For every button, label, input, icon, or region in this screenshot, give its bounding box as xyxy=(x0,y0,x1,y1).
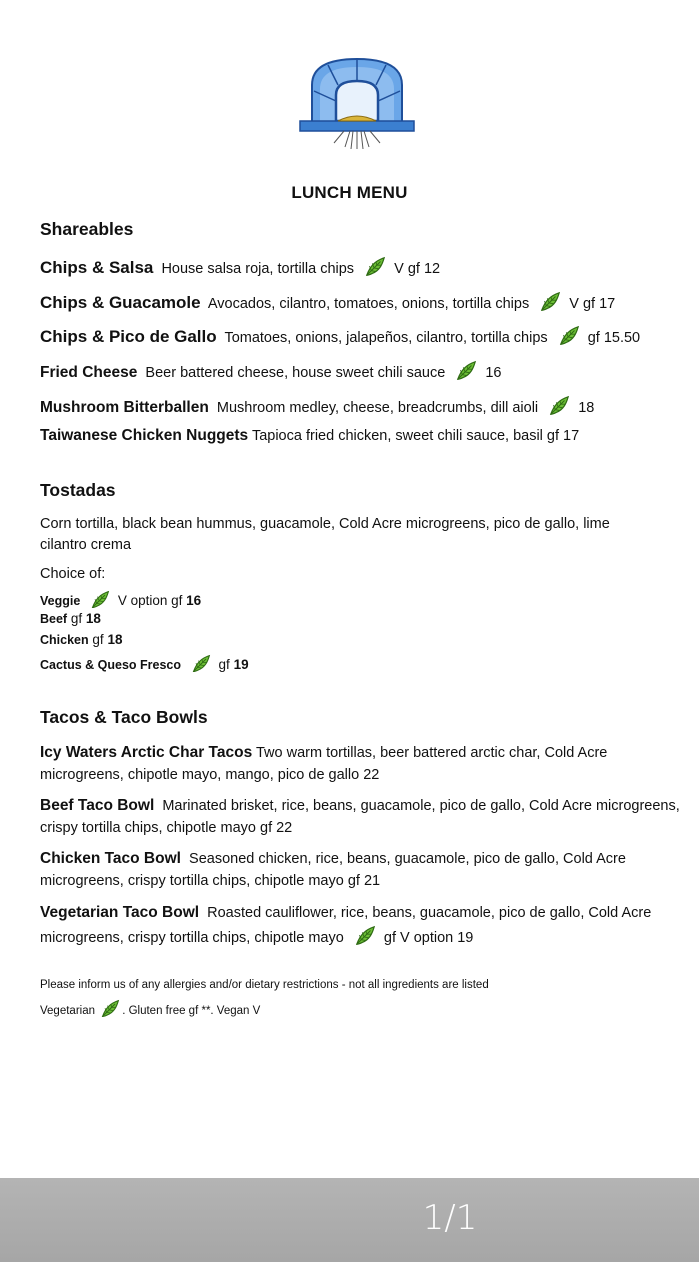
section-heading-shareables: Shareables xyxy=(40,219,134,239)
choice-price: 16 xyxy=(186,593,202,608)
section-heading-tostadas: Tostadas xyxy=(40,480,116,500)
item-description: Tapioca fried chicken, sweet chili sauce, basil gf 17 xyxy=(251,428,580,444)
allergy-note: Please inform us of any allergies and/or dietary restrictions - not all ingredients are listed xyxy=(40,979,489,991)
choice-name: Cactus & Queso Fresco xyxy=(40,658,182,672)
leaf-icon xyxy=(354,925,376,947)
menu-item xyxy=(40,256,681,278)
item-description: Mushroom medley, cheese, breadcrumbs, dill aioli xyxy=(216,400,539,416)
item-description: Roasted cauliflower, rice, beans, guacamole, pico de gallo, Cold Acre microgreens, crispy tortilla chips, chipotle mayo xyxy=(40,905,652,946)
choice-item xyxy=(40,590,201,610)
item-description: Avocados, cilantro, tomatoes, onions, tortilla chips xyxy=(207,296,530,312)
choice-info: gf xyxy=(218,657,230,672)
item-tags-price: V gf 12 xyxy=(394,261,441,277)
diet-legend xyxy=(40,999,260,1019)
menu-item xyxy=(40,901,685,950)
item-tags-price: gf V option 19 xyxy=(383,930,474,946)
item-name: Taiwanese Chicken Nuggets xyxy=(40,427,249,444)
item-name: Icy Waters Arctic Char Tacos xyxy=(40,744,253,761)
tostadas-description: Corn tortilla, black bean hummus, guacamole, Cold Acre microgreens, pico de gallo, lime cilantro crema xyxy=(40,516,610,553)
item-name: Chips & Salsa xyxy=(40,258,154,277)
choice-price: 18 xyxy=(107,632,123,647)
choice-name: Veggie xyxy=(40,594,81,608)
menu-title: LUNCH MENU xyxy=(291,183,408,202)
leaf-icon xyxy=(558,325,580,347)
item-description: Beer battered cheese, house sweet chili sauce xyxy=(145,365,446,381)
arched-window-logo xyxy=(298,55,416,151)
choice-info: gf xyxy=(92,632,104,647)
item-description: Tomatoes, onions, jalapeños, cilantro, tortilla chips xyxy=(224,330,548,346)
menu-item xyxy=(40,291,681,313)
leaf-icon xyxy=(548,395,570,417)
menu-item xyxy=(40,427,681,445)
menu-item xyxy=(40,848,685,892)
item-name: Fried Cheese xyxy=(40,364,138,381)
leaf-icon xyxy=(455,360,477,382)
choice-name: Chicken xyxy=(40,633,89,647)
item-name: Chicken Taco Bowl xyxy=(40,850,181,867)
choice-info: V option gf xyxy=(117,593,183,608)
leaf-icon xyxy=(191,654,211,674)
choice-price: 19 xyxy=(233,657,249,672)
menu-item xyxy=(40,360,681,382)
menu-item xyxy=(40,395,681,417)
item-name: Mushroom Bitterballen xyxy=(40,399,209,416)
choice-item xyxy=(40,611,101,626)
item-price: 16 xyxy=(485,365,502,381)
choice-name: Beef xyxy=(40,612,68,626)
leaf-icon xyxy=(364,256,386,278)
legend-rest: . Gluten free gf **. Vegan V xyxy=(122,1005,261,1017)
item-description: Seasoned chicken, rice, beans, guacamole, pico de gallo, Cold Acre microgreens, crispy tortilla chips, chipotle mayo gf 21 xyxy=(40,851,626,889)
leaf-icon xyxy=(90,590,110,610)
choice-info: gf xyxy=(70,611,83,626)
choice-label: Choice of: xyxy=(40,566,106,582)
item-description: Two warm tortillas, beer battered arctic char, Cold Acre microgreens, chipotle mayo, mango, pico de gallo 22 xyxy=(40,745,608,783)
section-heading-tacos: Tacos & Taco Bowls xyxy=(40,707,208,727)
leaf-icon xyxy=(539,291,561,313)
item-name: Chips & Pico de Gallo xyxy=(40,327,217,346)
item-description: House salsa roja, tortilla chips xyxy=(161,261,355,277)
page-indicator: 1/1 xyxy=(422,1198,478,1238)
item-name: Beef Taco Bowl xyxy=(40,797,155,814)
choice-item xyxy=(40,632,122,647)
item-tags-price: V gf 17 xyxy=(569,296,616,312)
leaf-icon xyxy=(100,999,120,1019)
choice-price: 18 xyxy=(85,611,101,626)
item-name: Vegetarian Taco Bowl xyxy=(40,904,200,921)
item-description: Marinated brisket, rice, beans, guacamole, pico de gallo, Cold Acre microgreens, crispy tortilla chips, chipotle mayo gf 22 xyxy=(40,798,680,836)
item-tags-price: gf 15.50 xyxy=(587,330,641,346)
menu-item xyxy=(40,325,681,347)
choice-item xyxy=(40,654,249,674)
page-indicator-bar xyxy=(0,1178,699,1262)
item-price: 18 xyxy=(578,400,595,416)
legend-vegetarian-label: Vegetarian xyxy=(40,1005,95,1017)
menu-item xyxy=(40,795,685,839)
item-name: Chips & Guacamole xyxy=(40,293,201,312)
menu-item xyxy=(40,742,685,786)
